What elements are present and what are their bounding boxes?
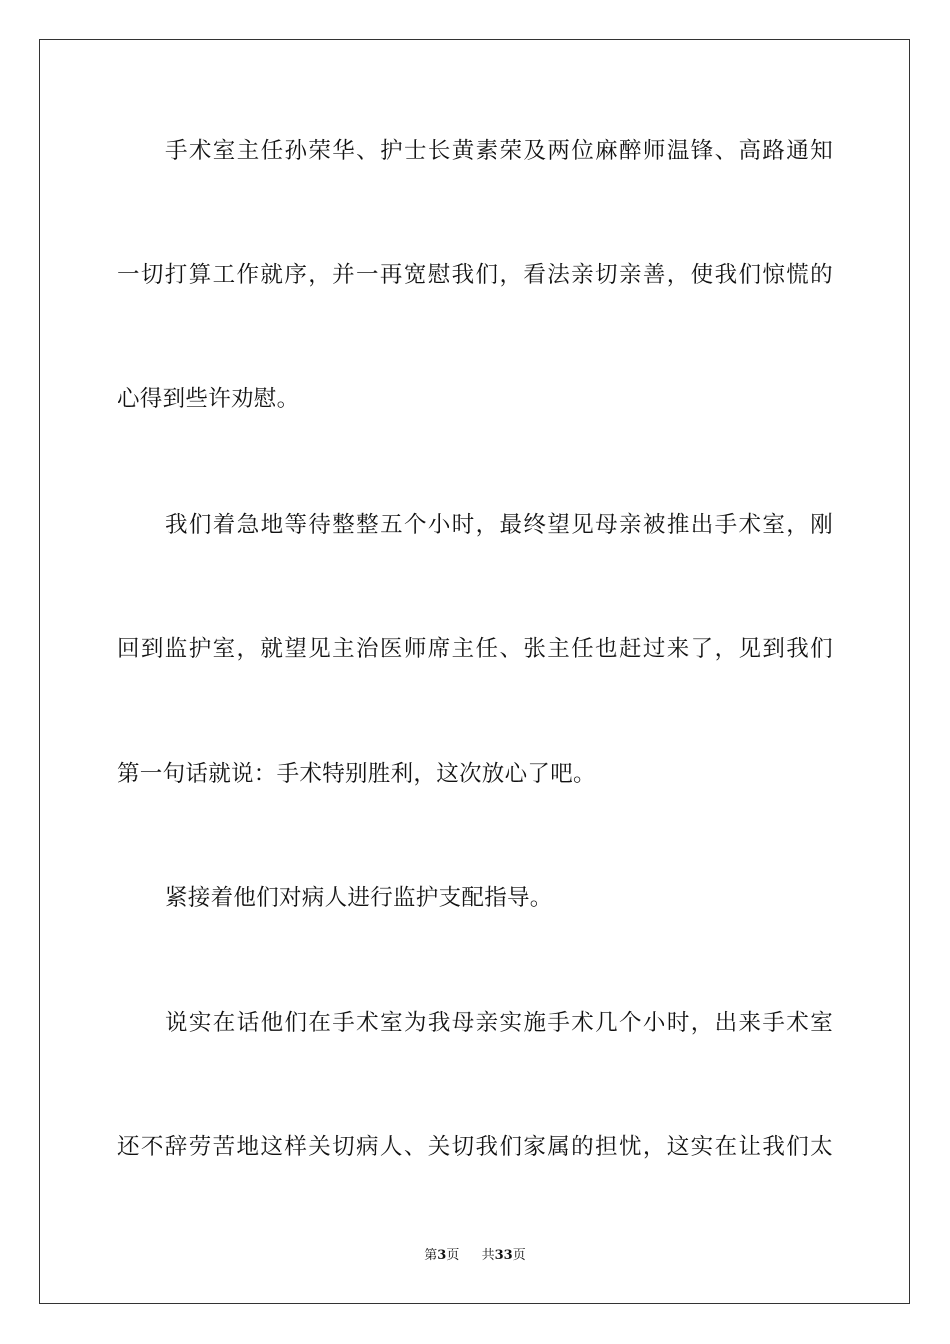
paragraph-line: 一切打算工作就序，并一再宽慰我们，看法亲切亲善，使我们惊慌的 — [117, 262, 833, 288]
paragraph-line: 手术室主任孙荣华、护士长黄素荣及两位麻醉师温锋、高路通知 — [165, 138, 833, 164]
paragraph-line: 回到监护室，就望见主治医师席主任、张主任也赶过来了，见到我们 — [117, 636, 833, 662]
total-pages-suffix: 页 — [512, 1248, 526, 1263]
page-number-prefix: 第 — [424, 1248, 438, 1263]
paragraph-line: 还不辞劳苦地这样关切病人、关切我们家属的担忧，这实在让我们太 — [117, 1134, 833, 1160]
current-page-number: 3 — [437, 1248, 447, 1263]
paragraph-line: 我们着急地等待整整五个小时，最终望见母亲被推出手术室，刚 — [165, 512, 833, 538]
paragraph-line: 说实在话他们在手术室为我母亲实施手术几个小时，出来手术室 — [165, 1010, 833, 1036]
page-border — [39, 39, 910, 1304]
page-footer — [0, 1247, 950, 1265]
total-pages-prefix: 共 — [481, 1248, 495, 1263]
paragraph-line: 第一句话就说：手术特别胜利，这次放心了吧。 — [117, 761, 596, 787]
page-number-suffix: 页 — [446, 1248, 460, 1263]
paragraph-line: 心得到些许劝慰。 — [117, 386, 300, 412]
total-pages-number: 33 — [494, 1248, 513, 1263]
paragraph-line: 紧接着他们对病人进行监护支配指导。 — [165, 885, 553, 911]
